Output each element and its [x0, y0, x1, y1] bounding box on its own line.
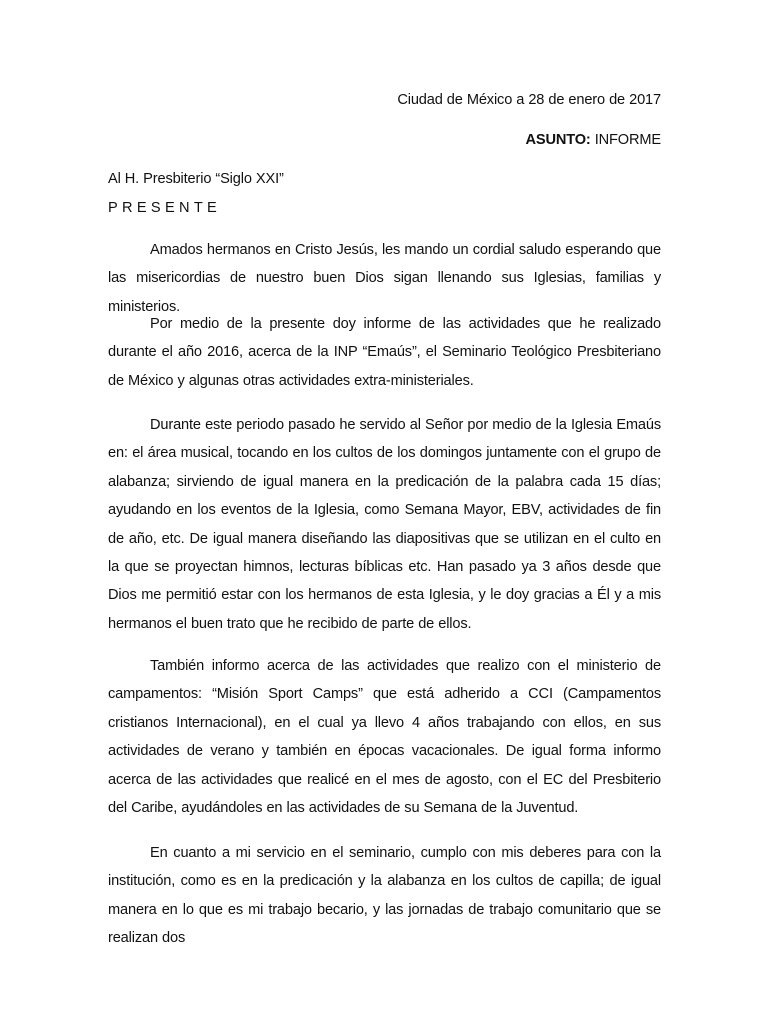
paragraph-greeting: Amados hermanos en Cristo Jesús, les mando un cordial saludo esperando que las misericordias de nuestro buen Dios sigan llenando sus Iglesias, familias y ministerios.	[108, 242, 661, 315]
paragraph-church-service: Durante este periodo pasado he servido al Señor por medio de la Iglesia Emaús en: el área musical, tocando en los cultos de los domingos juntamente con el grupo de alabanza; sirviendo de igual manera en la predicación de la palabra cada 15 días; ayudando en los eventos de la Iglesia, como Semana Mayor, EBV, actividades de fin de año, etc. De igual manera diseñando las diapositivas que se utilizan en el culto en la que se proyectan himnos, lecturas bíblicas etc. Han pasado ya 3 años desde que Dios me permitió estar con los hermanos de esta Iglesia, y le doy gracias a Él y a mis hermanos el buen trato que he recibido de parte de ellos.	[108, 417, 661, 632]
paragraph-camps: También informo acerca de las actividades que realizo con el ministerio de campamentos: “Misión Sport Camps” que está adherido a CCI (Campamentos cristianos Internacional), en el cual ya llevo 4 años trabajando con ellos, en sus actividades de verano y también en épocas vacacionales. De igual forma informo acerca de las actividades que realicé en el mes de agosto, con el EC del Presbiterio del Caribe, ayudándoles en las actividades de su Semana de la Juventud.	[108, 658, 661, 817]
subject-value: INFORME	[590, 132, 661, 148]
paragraph-seminary: En cuanto a mi servicio en el seminario, cumplo con mis deberes para con la institución, como es en la predicación y la alabanza en los cultos de capilla; de igual manera en lo que es mi trabajo becario, y las jornadas de trabajo comunitario que se realizan dos	[108, 845, 661, 947]
recipient-line: Al H. Presbiterio “Siglo XXI”	[108, 171, 284, 187]
place-date-line: Ciudad de México a 28 de enero de 2017	[397, 92, 661, 108]
presente-line: PRESENTE	[108, 200, 222, 216]
subject-label: ASUNTO:	[525, 132, 591, 148]
subject-line	[108, 126, 661, 154]
paragraph-intro: Por medio de la presente doy informe de las actividades que he realizado durante el año 2016, acerca de la INP “Emaús”, el Seminario Teológico Presbiteriano de México y algunas otras actividades extra-ministeriales.	[108, 316, 661, 389]
